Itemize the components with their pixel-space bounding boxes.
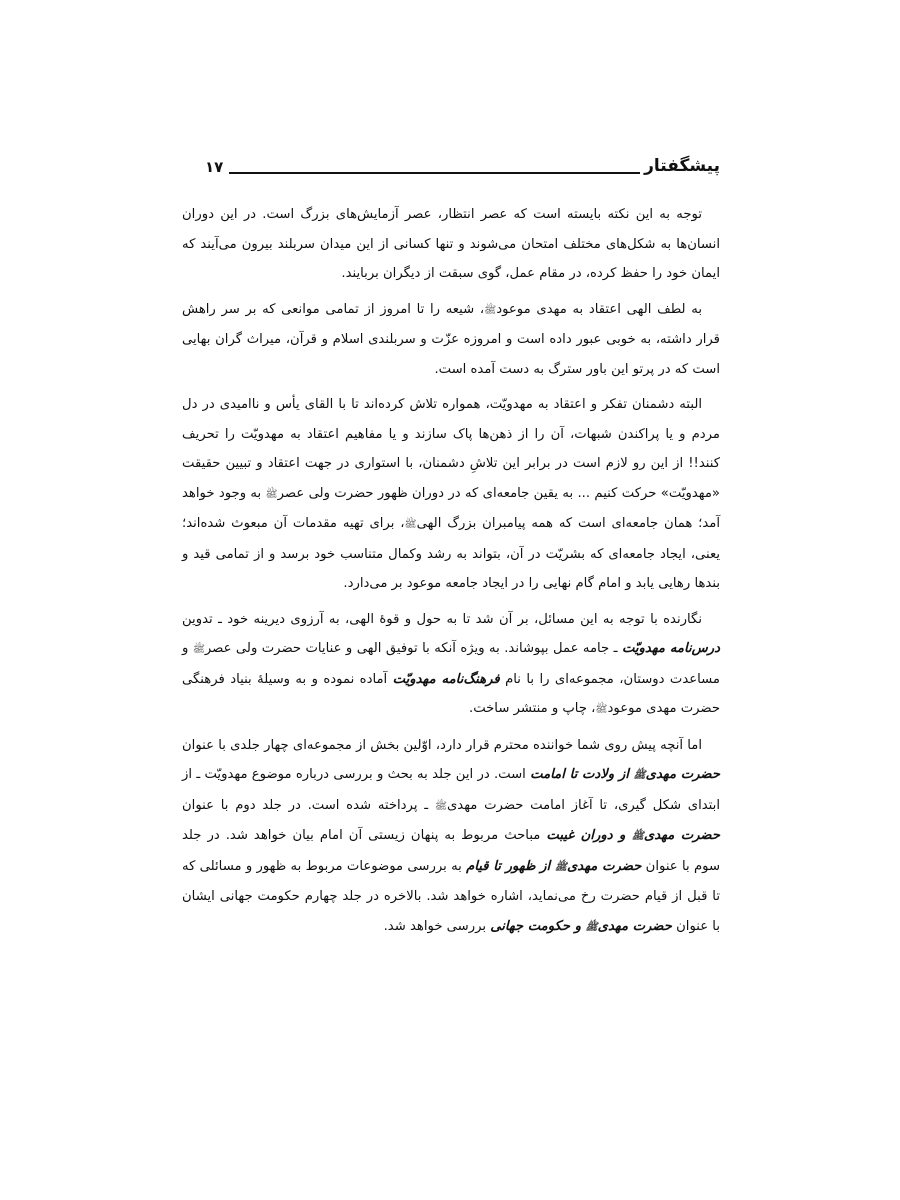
honorific-symbol: ﷺ [434, 800, 447, 812]
paragraph-4-text-d: آماده نموده و به وسیلهٔ بنیاد فرهنگی حضرت مهدی موعود [182, 671, 720, 716]
paragraph-3 [182, 390, 720, 599]
honorific-symbol: ﷺ [484, 304, 497, 316]
paragraph-4-text-e: ، چاپ و منتشر ساخت. [469, 701, 596, 716]
paragraph-3-text-c: ، برای تهیه مقدمات آن مبعوث شده‌اند؛ یعنی، ایجاد جامعه‌ای که بشریّت در آن، بتواند به رشد وکمال متناسب خود برسد و از تمامی قید و بندها رهایی یابد و امام گام نهایی را در ایجاد جامعه موعود بر می‌دارد. [182, 516, 720, 591]
paragraph-1-text: توجه به این نکته بایسته است که عصر انتظار، عصر آزمایش‌های بزرگ است. در این دوران انسان‌ها به شکل‌های مختلف امتحان می‌شوند و تنها کسانی از این میدان سربلند بیرون می‌آیند که ایمان خود را حفظ کرده، در مقام عمل، گوی سبقت از دیگران بربایند. [182, 207, 720, 281]
paragraph-5-text-f: بررسی خواهد شد. [383, 918, 491, 934]
honorific-symbol: ﷺ [633, 770, 646, 781]
paragraph-2-text-a: به لطف الهی اعتقاد به مهدی موعود [496, 301, 702, 317]
paragraph-4-text-a: نگارنده با توجه به این مسائل، بر آن شد تا به حول و قوهٔ الهی، به آرزوی دیرینه خود ـ تدوین [182, 611, 702, 627]
honorific-symbol: ﷺ [631, 831, 644, 842]
honorific-symbol: ﷺ [585, 921, 598, 933]
paragraph-5-text-e: به بررسی موضوعات مربوط به ظهور و مسائلی که تا قبل از قیام حضرت رخ می‌نماید، اشاره خواهد شد. بالاخره در جلد چهارم حکومت جهانی ایشان با عنوان [182, 858, 720, 934]
paragraph-5-text-d: مباحث مربوط به پنهان زیستی آن امام بیان خواهد شد. در جلد سوم با عنوان [182, 828, 720, 874]
volume-4-title [490, 919, 672, 934]
volume-1-title-a: حضرت مهدی [645, 767, 720, 782]
paragraph-4-text-c: و مساعدت دوستان، مجموعه‌ای را با نام [182, 641, 720, 687]
volume-2-title [546, 828, 720, 843]
volume-3-title [466, 859, 641, 874]
volume-1-title-b: از ولادت تا امامت [530, 767, 634, 782]
honorific-symbol: ﷺ [595, 704, 608, 715]
honorific-symbol: ﷺ [265, 488, 278, 500]
volume-1-title [530, 767, 720, 782]
header-rule [229, 172, 640, 174]
honorific-symbol: ﷺ [404, 519, 417, 530]
running-header [205, 152, 720, 186]
honorific-symbol: ﷺ [192, 644, 205, 655]
paragraph-4 [182, 605, 720, 725]
book-title-farhang-name: فرهنگ‌نامه مهدویّت [392, 671, 500, 687]
volume-4-title-a: حضرت مهدی [597, 918, 672, 934]
paragraph-2-text-b: ، شیعه را تا امروز از تمامی موانعی که بر سر راهش قرار داشته، به خوبی عبور داده است و امروزه عزّت و سربلندی اسلام و قرآن، میراث گران بهایی است که در پرتو این باور سترگ به دست آمده است. [182, 301, 720, 377]
paragraph-5-text-b: است. در این جلد به بحث و بررسی درباره موضوع مهدویّت ـ از ابتدای شکل گیری، تا آغاز امامت حضرت مهدی [182, 767, 720, 813]
paragraph-3-text-b: به وجود خواهد آمد؛ همان جامعه‌ای است که همه پیامبران بزرگ الهی [182, 485, 720, 531]
header-title: پیشگفتار [644, 156, 720, 176]
paragraph-5-text-a: اما آنچه پیش روی شما خواننده محترم قرار دارد، اوّلین بخش از مجموعه‌ای چهار جلدی با عنوان [182, 737, 702, 753]
volume-3-title-a: حضرت مهدی [566, 858, 642, 874]
body-text [182, 200, 720, 948]
volume-2-title-b: و دوران غیبت [546, 828, 632, 843]
volume-4-title-b: و حکومت جهانی [490, 918, 586, 934]
volume-2-title-a: حضرت مهدی [643, 828, 720, 843]
page-number: ۱۷ [205, 158, 224, 176]
volume-3-title-b: از ظهور تا قیام [466, 858, 555, 874]
paragraph-1 [182, 200, 720, 289]
paragraph-5-text-c: ـ پرداخته شده است. در جلد دوم با عنوان [182, 797, 435, 813]
book-title-dars-name: درس‌نامه مهدویّت [621, 641, 720, 656]
paragraph-4-text-b: ـ جامه عمل بپوشاند. به ویژه آنکه با توفیق الهی و عنایات حضرت ولی عصر [204, 641, 622, 656]
honorific-symbol: ﷺ [554, 861, 567, 873]
paragraph-2 [182, 295, 720, 385]
paragraph-5 [182, 731, 720, 943]
paragraph-3-text-a: البته دشمنان تفکر و اعتقاد به مهدویّت، همواره تلاش کرده‌اند تا با القای یأس و ناامیدی در دل مردم و یا پراکندن شبهات، آن را از ذهن‌ها پاک سازند و یا مفاهیم اعتقاد به مهدویّت را تحریف کنند!! از این رو لازم است در برابر این تلاشِ دشمنان، با استواری در جهت اعتقاد و تبیین حقیقت «مهدویّت» حرکت کنیم ... به یقین جامعه‌ای که در دوران ظهور حضرت ولی عصر [182, 397, 720, 501]
